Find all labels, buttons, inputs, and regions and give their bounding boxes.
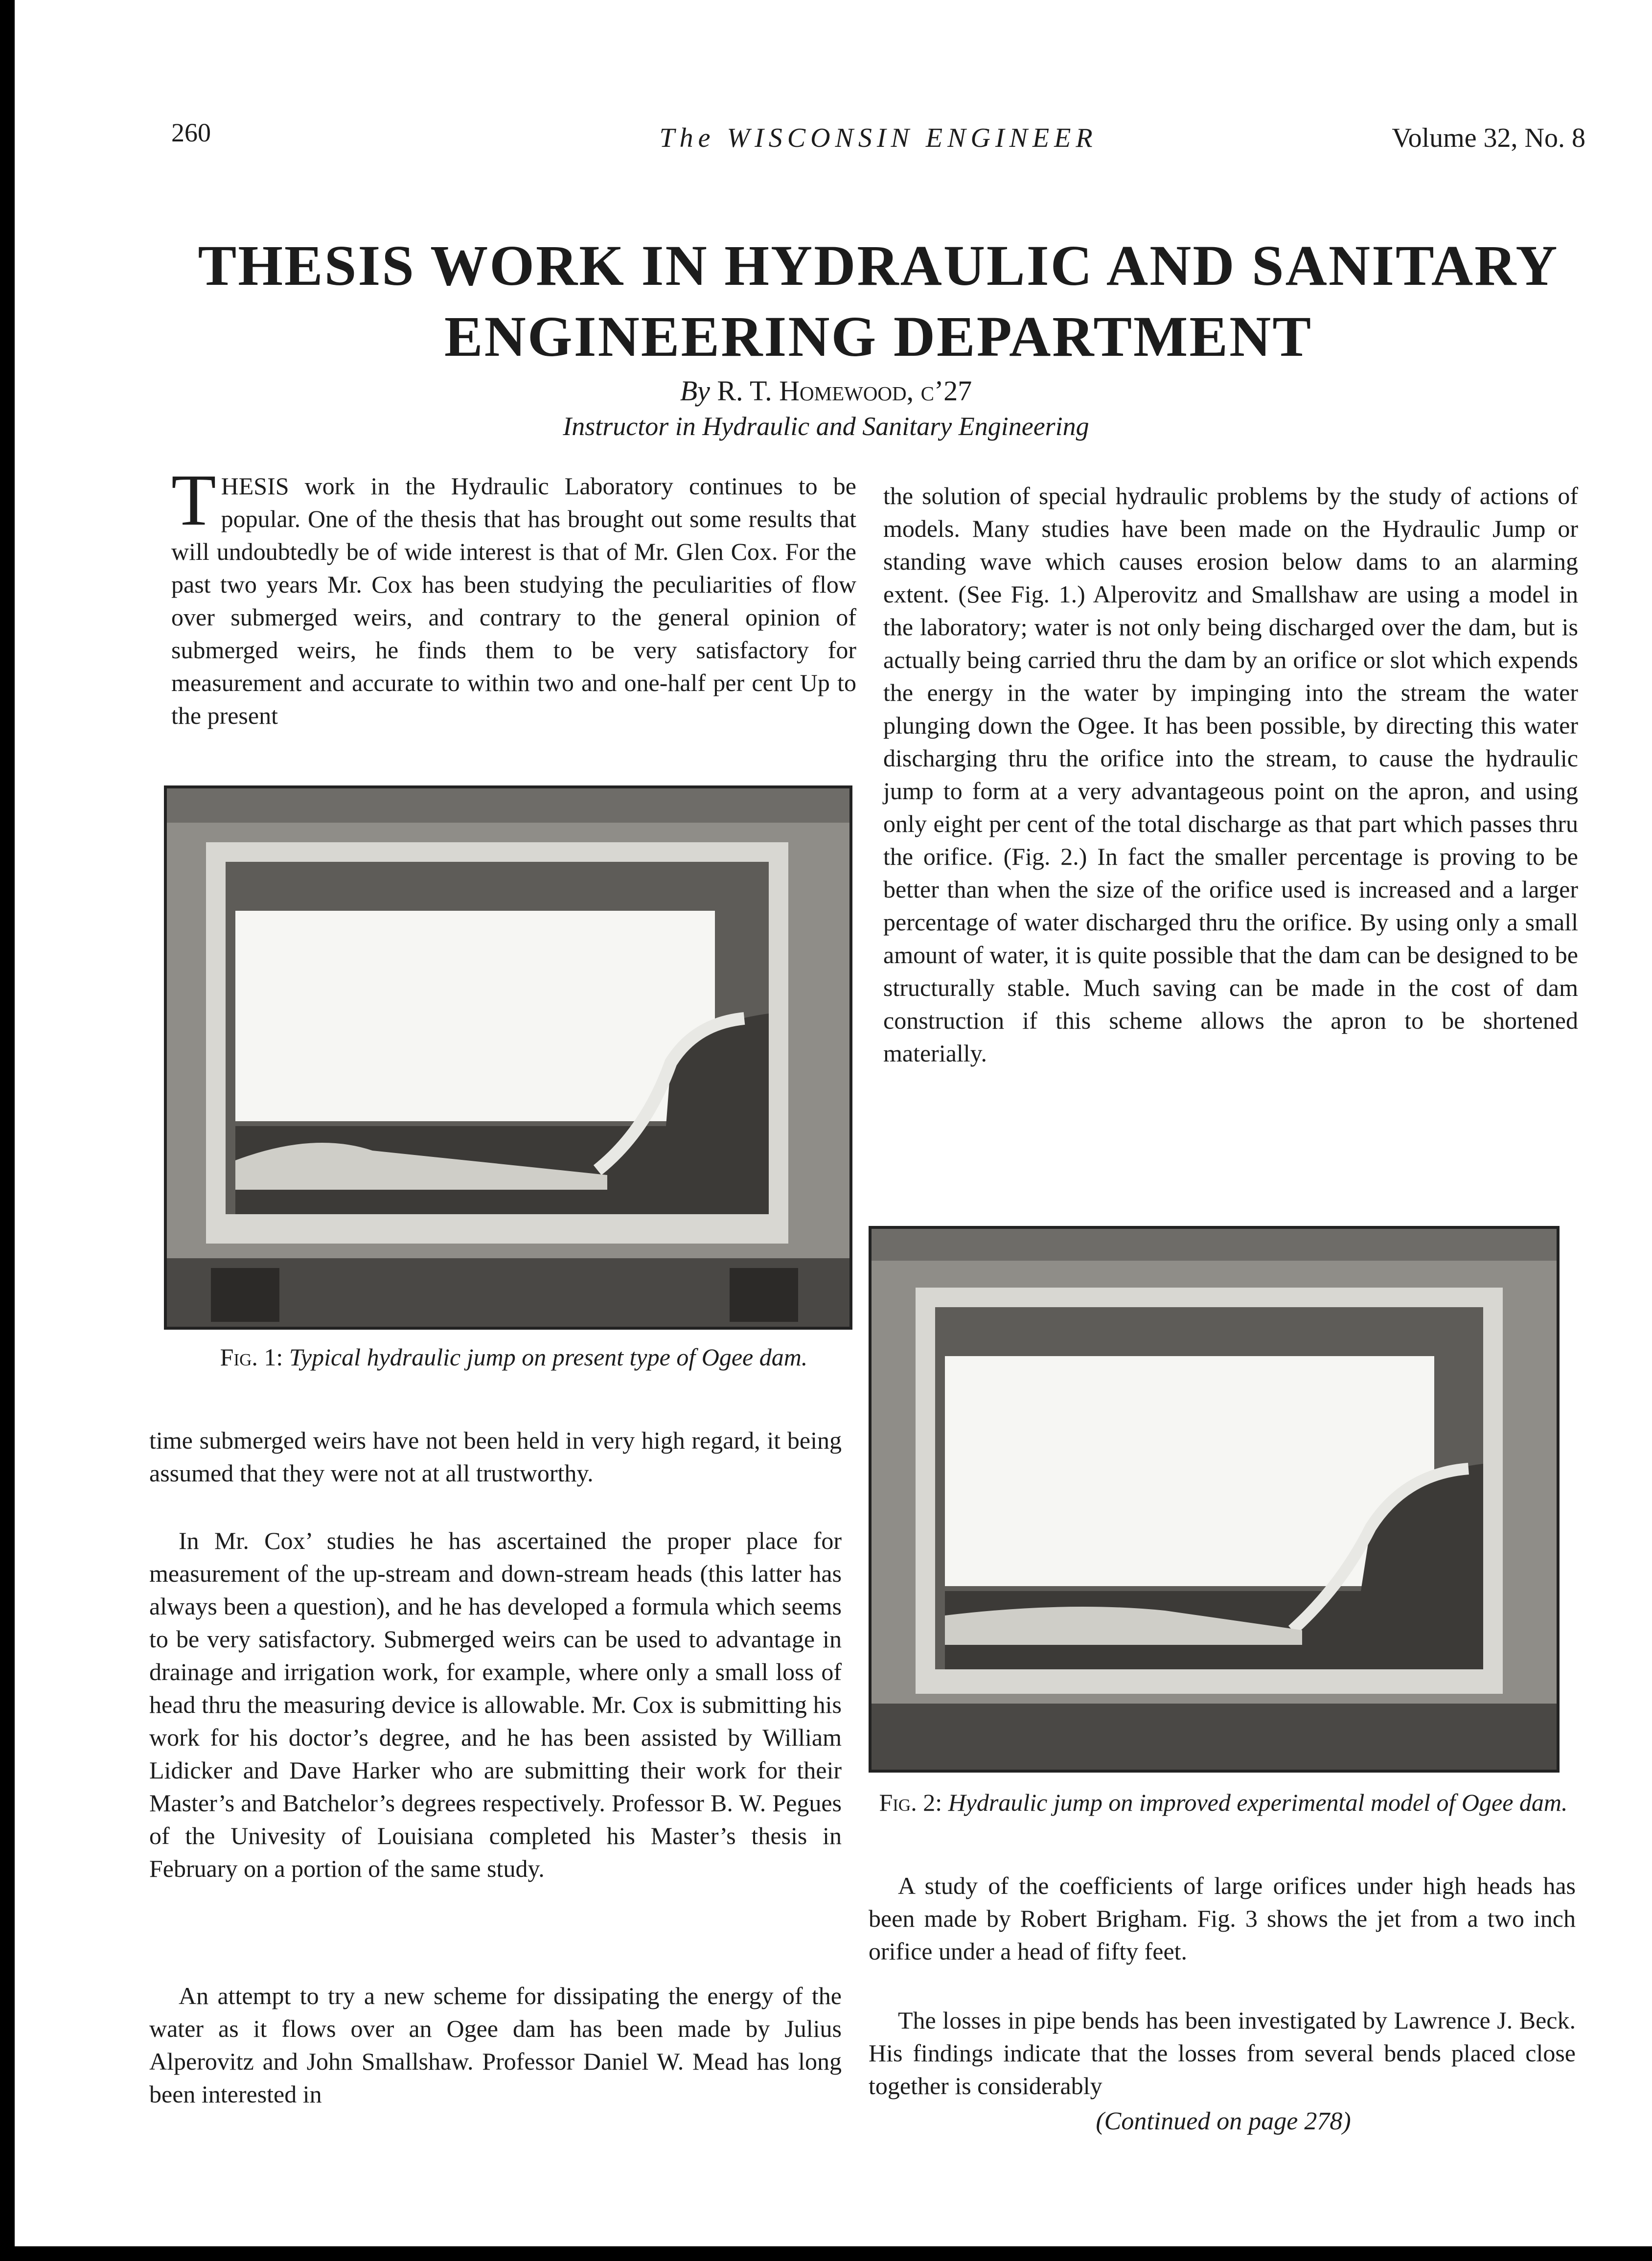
hydraulic-model-photo-1: [167, 788, 849, 1327]
paragraph-3-continued: the solution of special hydraulic problems by the study of actions of models. Many studies have been made on the Hydraulic Jump or standing wave which causes erosion below dams to an alarming extent. (See Fig. 1.) Alperovitz and Smallshaw are using a model in the laboratory; water is not only being discharged over the dam, but is actually being carried thru the dam by an orifice or slot which expends the energy in the water by impinging into the stream the water plunging down the Ogee. It has been possible, by directing this water discharging thru the orifice into the stream, to cause the hydraulic jump to form at a very advantageous point on the apron, and using only eight per cent of the total discharge as that part which passes thru the orifice. (Fig. 2.) In fact the smaller percentage is proving to be better than when the size of the orifice used is increased and a larger percentage of water discharged thru the orifice. By using only a small amount of water, it is quite possible that the dam can be designed to be structurally stable. Much saving can be made in the cost of dam construction if this scheme allows the apron to be shortened materially.: [883, 482, 1578, 1067]
figure-1-label: Fig. 1:: [220, 1343, 283, 1371]
figure-2-photo: [869, 1226, 1560, 1773]
running-header: [171, 117, 1585, 162]
paragraph-1-continued: time submerged weirs have not been held in very high regard, it being assumed that they were not at all trustworthy.: [149, 1427, 842, 1487]
paragraph-1: [171, 460, 856, 732]
scan-edge-left: [0, 0, 15, 2261]
figure-1-caption: [171, 1341, 856, 1373]
drop-cap: T: [171, 460, 216, 541]
figure-2-caption: [871, 1786, 1576, 1819]
paragraph-5: The losses in pipe bends has been investigated by Lawrence J. Beck. His findings indicate that the losses from several bends placed close together is considerably: [869, 2007, 1576, 2100]
page-number: 260: [171, 118, 211, 147]
scan-edge-bottom: [0, 2246, 1652, 2261]
hydraulic-model-photo-2: [872, 1229, 1557, 1770]
paragraph-1-lead: HESIS: [221, 472, 289, 500]
volume-issue: Volume 32, No. 8: [1392, 123, 1585, 153]
article-title: THESIS WORK IN HYDRAULIC AND SANITARY ENGINEERING DEPARTMENT: [198, 233, 1559, 369]
journal-title: The WISCONSIN ENGINEER: [659, 123, 1098, 153]
author-name: R. T. Homewood, c’27: [717, 375, 972, 407]
continued-note: (Continued on page 278): [1096, 2107, 1351, 2135]
figure-1-caption-text: Typical hydraulic jump on present type of Ogee dam.: [289, 1343, 808, 1371]
paragraph-1-text: work in the Hydraulic Laboratory continues to be popular. One of the thesis that has brought out some results that will undoubtedly be of wide interest is that of Mr. Glen Cox. For the past two years Mr. Cox has been studying the peculiarities of flow over submerged weirs, and contrary to the general opinion of submerged weirs, he finds them to be very satisfactory for measurement and accurate to within two and one-half per cent Up to the present: [171, 472, 856, 729]
figure-2-caption-text: Hydraulic jump on improved experimental model of Ogee dam.: [948, 1789, 1568, 1816]
paragraph-3: An attempt to try a new scheme for dissipating the energy of the water as it flows over an Ogee dam has been made by Julius Alperovitz and John Smallshaw. Professor Daniel W. Mead has long been interested in: [149, 1982, 842, 2108]
byline-prefix: By: [680, 375, 710, 407]
paragraph-4: A study of the coefficients of large orifices under high heads has been made by Robert Brigham. Fig. 3 shows the jet from a two inch orifice under a head of fifty feet.: [869, 1872, 1576, 1965]
figure-2-label: Fig. 2:: [879, 1789, 942, 1816]
author-affiliation: Instructor in Hydraulic and Sanitary Engineering: [563, 412, 1089, 441]
byline: [0, 374, 1652, 407]
paragraph-2: In Mr. Cox’ studies he has ascertained the proper place for measurement of the up-stream and down-stream heads (this latter has always been a question), and he has developed a formula which seems to be very satisfactory. Submerged weirs can be used to advantage in drainage and irrigation work, for example, where only a small loss of head thru the measuring device is allowable. Mr. Cox is submitting his work for his doctor’s degree, and he has been assisted by William Lidicker and Dave Harker who are submitting their work for their Master’s and Batchelor’s degrees respectively. Professor B. W. Pegues of the Univesity of Louisiana completed his Master’s thesis in February on a portion of the same study.: [149, 1527, 842, 1882]
figure-1-photo: [164, 785, 852, 1330]
